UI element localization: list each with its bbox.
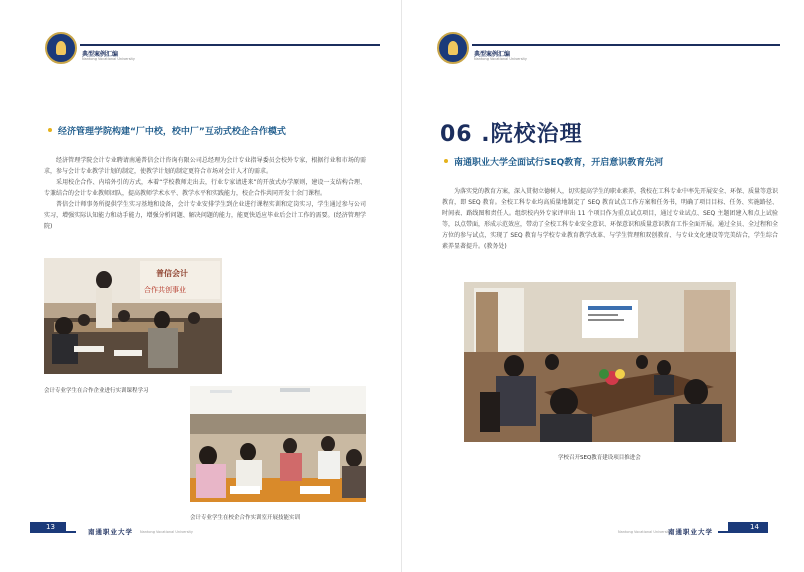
- header-subtitle: Nantong Vocational University: [474, 57, 527, 61]
- university-logo-icon: [45, 32, 77, 64]
- chapter-number: 06: [440, 122, 473, 147]
- page-number: 14: [750, 523, 759, 531]
- body-paragraph: 为落实党的教育方案，深入贯彻立德树人，切实提高学生的职业素养，我校在工科专业中率先开展安全、环保、质量等意识教育，即 SEQ 教育。全校工科专业均高质量地制定了 SEQ 教育试点工作方案和任务书，明确了项目目标、任务、实施路径、时间表、路线图和责任人。组织校内外专家评审出 11 个项目作为重点试点项目，通过专业试点、SEQ 主题团建入和点上试验等，以点带面，形成示范效应，带动了全校工科专业安全意识、环保意识和质量意识教育工作全面开展。通过全员、全过程和全方位的参与试点，实现了 SEQ 教育与学校专业教育教学改革、与学生管理和双创教育、与专业文化建设等完美结合，学生综合素养显著提升。(教务处): [442, 188, 779, 250]
- footer-rule: [718, 531, 728, 533]
- page-number: 13: [46, 523, 55, 531]
- body-paragraph: 普信会计师事务所提供学生实习基地和设备，会计专业安排学生到企业进行课程实训和定岗实习，学生通过参与公司实习，增强实际认知能力和动手能力，增强分析问题、解决问题的能力，能更快适应毕业后会计工作的需要。(经济管理学院): [44, 201, 366, 230]
- photo-caption: 会计专业学生在校企合作实训室开展技能实训: [190, 515, 301, 521]
- section-title: 经济管理学院构建“厂中校，校中厂”互动式校企合作模式: [58, 127, 286, 137]
- photo-training-room: [190, 386, 366, 502]
- header-rule: [472, 44, 780, 46]
- header-subtitle: Nantong Vocational University: [82, 57, 135, 61]
- footer-english-name: Nantong Vocational University: [140, 530, 193, 534]
- header-rule: [80, 44, 380, 46]
- footer-university-name: 南通职业大学: [88, 528, 133, 536]
- footer-rule: [66, 531, 76, 533]
- header-title: 典型案例汇编: [474, 51, 511, 58]
- section-body: [44, 155, 366, 232]
- chapter-title: 院校治理: [490, 122, 583, 147]
- right-page: [402, 0, 804, 572]
- header-title: 典型案例汇编: [82, 51, 119, 58]
- photo-caption: 学校召开SEQ教育建设项目推进会: [558, 455, 641, 461]
- footer-page-number-bar: [728, 522, 768, 533]
- chapter-heading: 06 .院校治理: [440, 122, 583, 147]
- section-bullet-icon: [48, 128, 52, 132]
- section-body: [442, 186, 778, 252]
- office-sign-text: 普信会计: [156, 269, 188, 278]
- photo-seq-meeting: [464, 282, 736, 442]
- university-logo-icon: [437, 32, 469, 64]
- footer-english-name: Nantong Vocational University: [618, 530, 671, 534]
- photo-caption: 会计专业学生在合作企业进行实训课程学习: [44, 388, 149, 394]
- body-paragraph: 经济管理学院会计专业聘请南通普信会计咨询有限公司总经理为会计专业指导委员会校外专家，根据行业和市场的需求，参与会计专业教学计划的制定，使教学计划的制定更符合市场对会计人才的需求。: [44, 157, 366, 175]
- section-title: 南通职业大学全面试行SEQ教育，开启意识教育先河: [454, 158, 664, 168]
- body-paragraph: 采用校企合作、内培外引的方式，本着“学校教师走出去，行业专家请进来”的开放式办学原则，建设一支结构合理、专兼结合的会计专业教师团队，提高教师学术水平、教学水平和实践能力，校企合作共同开发十余门课程。: [44, 179, 366, 197]
- office-banner-text: 合作共创事业: [144, 286, 186, 294]
- footer-university-name: 南通职业大学: [668, 528, 713, 536]
- section-bullet-icon: [444, 159, 448, 163]
- photo-classroom-enterprise: [44, 258, 222, 374]
